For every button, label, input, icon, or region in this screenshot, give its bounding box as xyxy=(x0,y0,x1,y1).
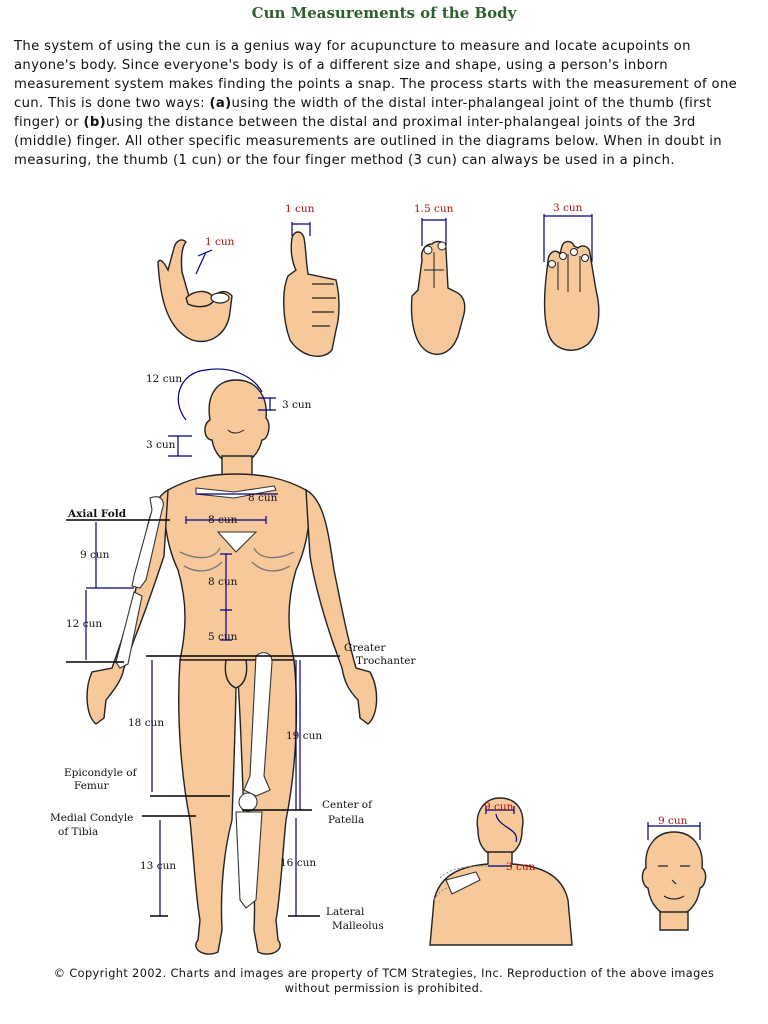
hand-thumbs-up-illustration xyxy=(284,203,339,356)
label-shoulder: 3 cun xyxy=(506,861,536,873)
back-view-illustration xyxy=(430,798,572,945)
label-navel-pubis: 5 cun xyxy=(208,631,238,643)
label-leg-inner: 13 cun xyxy=(140,860,177,872)
front-body-illustration xyxy=(87,380,377,954)
label-greater-2: Trochanter xyxy=(356,655,416,667)
label-thigh-outer: 19 cun xyxy=(286,730,323,742)
label-head-arc: 12 cun xyxy=(146,373,183,385)
hand1-label: 1 cun xyxy=(205,236,235,248)
marker-a: (a) xyxy=(209,96,232,111)
intro-text-1: The system of using the cun is a genius way for acupuncture to measure and locate acupoints on anyone's body. Since everyone's body is of a different size and shape, using a person's inborn measurement system makes finding the points a snap. The process starts with the measurement of one cun. This is done two ways: xyxy=(14,39,738,111)
copyright-line-1: © Copyright 2002. Charts and images are property of TCM Strategies, Inc. Reproduction of the above images xyxy=(53,967,715,980)
label-leg-outer: 16 cun xyxy=(280,857,317,869)
label-condyle-1: Medial Condyle xyxy=(50,812,134,824)
face-view-illustration xyxy=(642,815,705,930)
hand2-label: 1 cun xyxy=(285,203,315,215)
marker-b: (b) xyxy=(83,115,106,130)
label-nipples: 8 cun xyxy=(208,514,238,526)
intro-text-2: using the width of the distal inter-phalangeal joint of the thumb (first finger) or xyxy=(14,96,712,130)
label-epicondyle-2: Femur xyxy=(74,780,109,792)
label-patella-1: Center of xyxy=(322,799,373,811)
label-forehead: 3 cun xyxy=(282,399,312,411)
label-face-head: 9 cun xyxy=(658,815,688,827)
label-thigh-inner: 18 cun xyxy=(128,717,165,729)
hand-four-fingers-illustration xyxy=(544,202,599,350)
hand4-label: 3 cun xyxy=(553,202,583,214)
label-arm-upper: 9 cun xyxy=(80,549,110,561)
page-title: Cun Measurements of the Body xyxy=(251,4,517,22)
hand-two-fingers-illustration xyxy=(412,203,465,354)
copyright-line-2: without permission is prohibited. xyxy=(284,982,484,995)
label-sternum-navel: 8 cun xyxy=(208,576,238,588)
label-greater-1: Greater xyxy=(344,642,386,654)
label-back-head: 9 cun xyxy=(484,801,514,813)
label-patella-2: Patella xyxy=(328,814,365,826)
label-malleolus-2: Malleolus xyxy=(332,920,384,932)
label-malleolus-1: Lateral xyxy=(326,906,365,918)
copyright-notice xyxy=(0,966,768,996)
label-neck: 3 cun xyxy=(146,439,176,451)
label-axial-fold: Axial Fold xyxy=(68,508,127,520)
label-arm-lower: 12 cun xyxy=(66,618,103,630)
label-clavicle: 8 cun xyxy=(248,492,278,504)
intro-text-3: using the distance between the distal and proximal inter-phalangeal joints of the 3rd (middle) finger. All other specific measurements are outlined in the diagrams below. When in doubt in measuring, the thumb (1 cun) or the four finger method (3 cun) can always be used in a pinch. xyxy=(14,115,722,168)
label-epicondyle-1: Epicondyle of xyxy=(64,767,137,779)
hand-ok-sign-illustration xyxy=(158,236,235,341)
hand3-label: 1.5 cun xyxy=(414,203,454,215)
label-condyle-2: of Tibia xyxy=(58,826,99,838)
